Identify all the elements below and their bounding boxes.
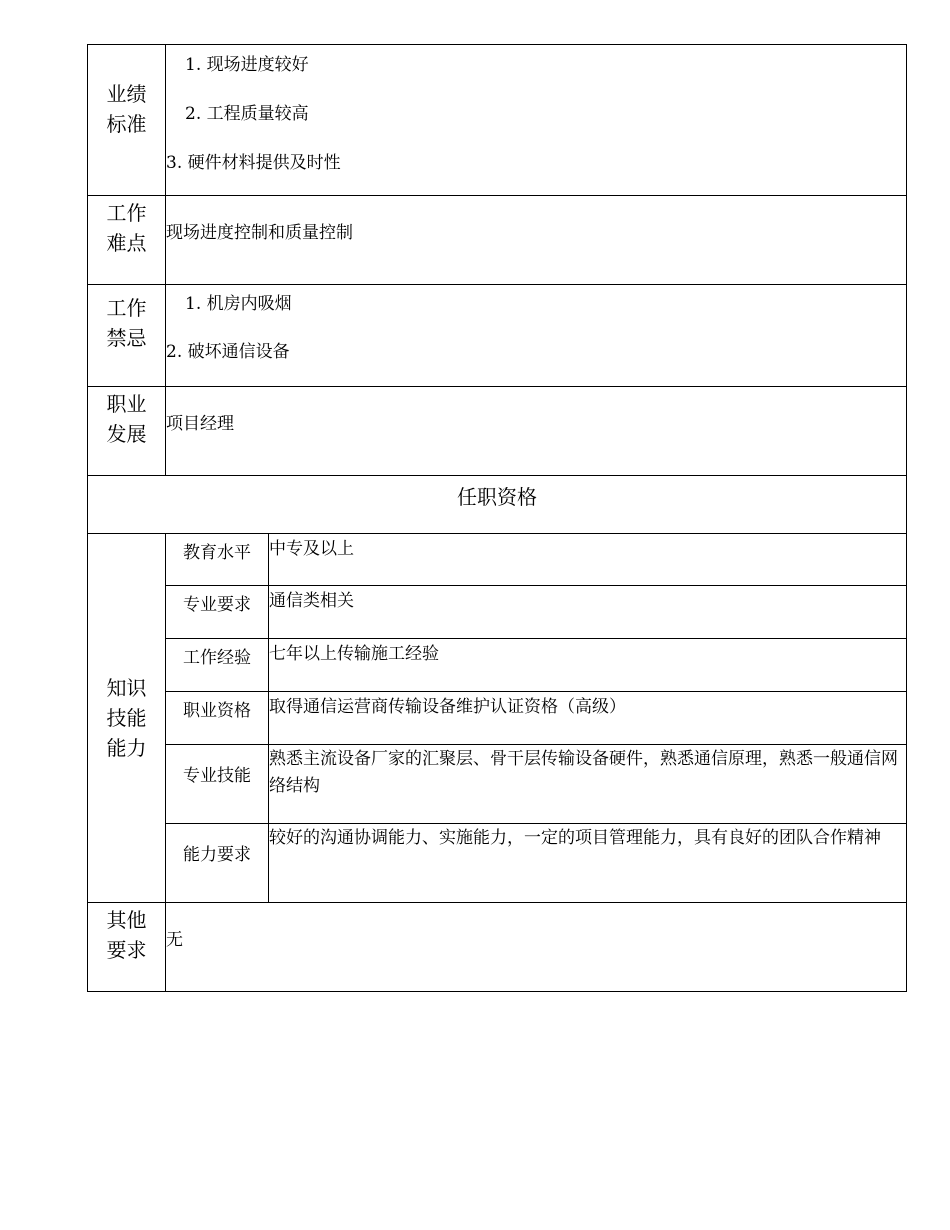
label-line: 其他 xyxy=(106,908,147,932)
knowledge-sublabel: 职业资格 xyxy=(166,692,269,744)
knowledge-row xyxy=(88,533,906,902)
taboo-label xyxy=(88,285,166,386)
knowledge-sublabel: 专业技能 xyxy=(166,745,269,823)
knowledge-label xyxy=(88,534,166,902)
label-line: 难点 xyxy=(106,231,147,255)
other-content xyxy=(166,903,906,991)
knowledge-subrow xyxy=(166,744,906,823)
performance-label xyxy=(88,45,166,195)
performance-item: 2. 工程质量较高 xyxy=(185,104,309,124)
career-content xyxy=(166,387,906,475)
other-text: 无 xyxy=(166,930,183,950)
difficulty-label xyxy=(88,196,166,284)
knowledge-subrow xyxy=(166,691,906,744)
knowledge-value: 熟悉主流设备厂家的汇聚层、骨干层传输设备硬件，熟悉通信原理，熟悉一般通信网络结构 xyxy=(269,749,898,797)
knowledge-value: 取得通信运营商传输设备维护认证资格（高级） xyxy=(269,696,626,717)
label-line: 职业 xyxy=(106,392,147,416)
knowledge-value: 七年以上传输施工经验 xyxy=(269,643,439,664)
knowledge-value: 较好的沟通协调能力、实施能力，一定的项目管理能力，具有良好的团队合作精神 xyxy=(269,828,881,849)
other-row xyxy=(88,902,906,991)
difficulty-row xyxy=(88,195,906,284)
career-text: 项目经理 xyxy=(166,414,234,434)
knowledge-value: 通信类相关 xyxy=(269,591,354,612)
knowledge-sublabel: 专业要求 xyxy=(166,586,269,637)
taboo-content xyxy=(166,285,906,386)
label-line: 知识 xyxy=(106,676,147,700)
knowledge-value: 中专及以上 xyxy=(269,539,354,559)
knowledge-subrow xyxy=(166,823,906,902)
knowledge-sublabel: 工作经验 xyxy=(166,639,269,691)
knowledge-subrow xyxy=(166,585,906,637)
knowledge-subrow xyxy=(166,534,906,585)
difficulty-text: 现场进度控制和质量控制 xyxy=(166,223,353,243)
label-line: 工作 xyxy=(106,201,147,225)
label-line: 技能 xyxy=(106,706,147,730)
taboo-row xyxy=(88,284,906,386)
label-line: 业绩 xyxy=(106,82,147,106)
label-line: 禁忌 xyxy=(106,326,147,350)
knowledge-label-stack xyxy=(107,673,147,763)
label-line: 要求 xyxy=(106,938,147,962)
performance-item: 3. 硬件材料提供及时性 xyxy=(166,153,341,173)
knowledge-subrow xyxy=(166,638,906,691)
label-line: 发展 xyxy=(106,422,147,446)
performance-content xyxy=(166,45,906,195)
label-line: 标准 xyxy=(106,112,147,136)
knowledge-sublabel: 能力要求 xyxy=(166,824,269,902)
performance-item: 1. 现场进度较好 xyxy=(185,55,309,75)
qualification-title: 任职资格 xyxy=(457,485,537,509)
qualification-title-row xyxy=(88,475,906,533)
taboo-item: 2. 破坏通信设备 xyxy=(166,342,290,362)
label-line: 能力 xyxy=(106,736,147,760)
other-label xyxy=(88,903,166,991)
performance-row xyxy=(88,45,906,195)
career-label xyxy=(88,387,166,475)
knowledge-subtable xyxy=(166,534,906,902)
taboo-item: 1. 机房内吸烟 xyxy=(185,294,292,314)
knowledge-sublabel: 教育水平 xyxy=(166,534,269,585)
difficulty-content xyxy=(166,196,906,284)
job-description-table xyxy=(87,44,907,992)
career-row xyxy=(88,386,906,475)
label-line: 工作 xyxy=(106,296,147,320)
